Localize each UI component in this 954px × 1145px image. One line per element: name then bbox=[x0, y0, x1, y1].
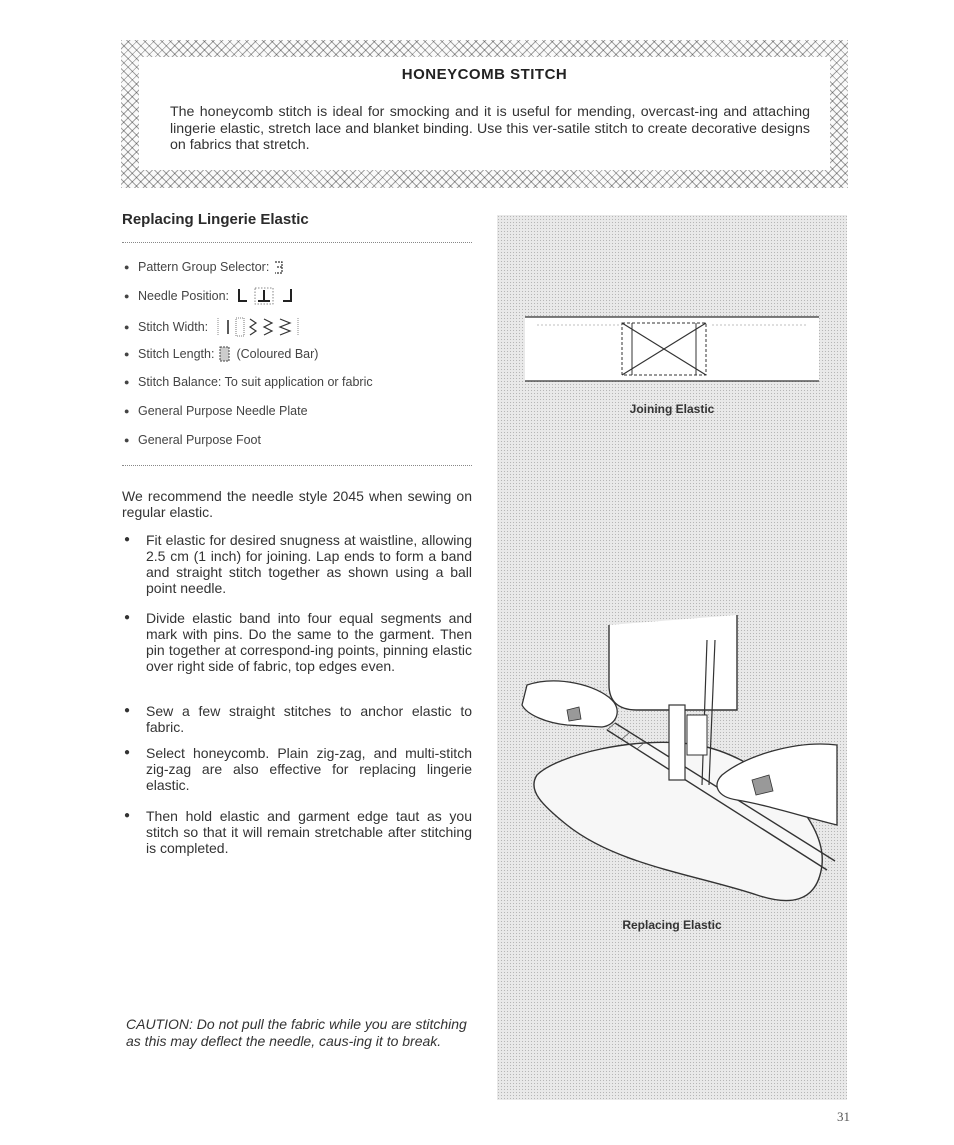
bullet-icon: ● bbox=[124, 406, 130, 416]
list-item-text: Divide elastic band into four equal segments and mark with pins. Do the same to the garment. Then pin together at correspond-ing points, pinning elastic over right side of fabric, top edges even. bbox=[146, 610, 472, 674]
replacing-elastic-caption: Replacing Elastic bbox=[622, 918, 722, 932]
coloured-bar-icon bbox=[218, 346, 232, 362]
setting-label: Needle Position: bbox=[138, 289, 230, 303]
setting-label: General Purpose Needle Plate bbox=[138, 404, 308, 418]
setting-label: Stitch Balance: To suit application or fabric bbox=[138, 375, 373, 389]
bullet-icon: ● bbox=[124, 322, 130, 332]
setting-stitch-length bbox=[124, 346, 318, 362]
setting-suffix: (Coloured Bar) bbox=[236, 347, 319, 361]
list-item bbox=[122, 808, 472, 856]
setting-label: Stitch Length: bbox=[138, 347, 215, 361]
setting-label: General Purpose Foot bbox=[138, 433, 261, 447]
list-item-text: Fit elastic for desired snugness at waistline, allowing 2.5 cm (1 inch) for joining. Lap ends to form a band and straight stitch together as shown using a ball point needle. bbox=[146, 532, 472, 596]
list-item bbox=[122, 745, 472, 793]
pattern-d-icon bbox=[273, 259, 285, 275]
setting-needle-plate bbox=[124, 404, 308, 418]
replacing-elastic-illustration bbox=[497, 615, 847, 905]
bullet-icon: ● bbox=[124, 291, 130, 301]
setting-foot bbox=[124, 433, 261, 447]
section-title: Replacing Lingerie Elastic bbox=[122, 211, 309, 228]
setting-label: Pattern Group Selector: bbox=[138, 260, 270, 274]
bullet-icon: ● bbox=[124, 612, 131, 623]
page-number: 31 bbox=[837, 1109, 850, 1124]
bullet-icon: ● bbox=[124, 705, 131, 716]
bullet-icon: ● bbox=[124, 810, 131, 821]
bullet-icon: ● bbox=[124, 747, 131, 758]
setting-needle-position bbox=[124, 287, 303, 305]
needle-position-icon bbox=[233, 287, 303, 305]
bullet-icon: ● bbox=[124, 349, 130, 359]
page-title: HONEYCOMB STITCH bbox=[401, 66, 568, 83]
setting-pattern-group bbox=[124, 259, 285, 275]
list-item bbox=[122, 610, 472, 674]
list-item-text: Sew a few straight stitches to anchor elastic to fabric. bbox=[146, 703, 472, 735]
bullet-icon: ● bbox=[124, 435, 130, 445]
joining-elastic-illustration bbox=[497, 305, 847, 405]
bullet-icon: ● bbox=[124, 377, 130, 387]
joining-elastic-caption: Joining Elastic bbox=[629, 402, 715, 416]
list-item-text: Then hold elastic and garment edge taut as you stitch so that it will remain stretchable after stitching is completed. bbox=[146, 808, 472, 856]
intro-paragraph: We recommend the needle style 2045 when sewing on regular elastic. bbox=[122, 488, 472, 520]
setting-label: Stitch Width: bbox=[138, 320, 209, 334]
settings-bottom-rule bbox=[122, 465, 472, 466]
settings-top-rule bbox=[122, 242, 472, 243]
setting-stitch-balance bbox=[124, 375, 373, 389]
bullet-icon: ● bbox=[124, 262, 130, 272]
header-description: The honeycomb stitch is ideal for smocking and it is useful for mending, overcast-ing and attaching lingerie elastic, stretch lace and blanket binding. Use this ver-satile stitch to create decorative designs on fabrics that stretch. bbox=[170, 104, 810, 153]
list-item-text: Select honeycomb. Plain zig-zag, and multi-stitch zig-zag are also effective for replacing lingerie elastic. bbox=[146, 745, 472, 793]
list-item bbox=[122, 703, 472, 735]
stitch-width-icon bbox=[212, 316, 312, 338]
list-item bbox=[122, 532, 472, 596]
caution-note: CAUTION: Do not pull the fabric while you are stitching as this may deflect the needle, caus-ing it to break. bbox=[126, 1016, 467, 1049]
setting-stitch-width bbox=[124, 316, 312, 338]
bullet-icon: ● bbox=[124, 534, 131, 545]
